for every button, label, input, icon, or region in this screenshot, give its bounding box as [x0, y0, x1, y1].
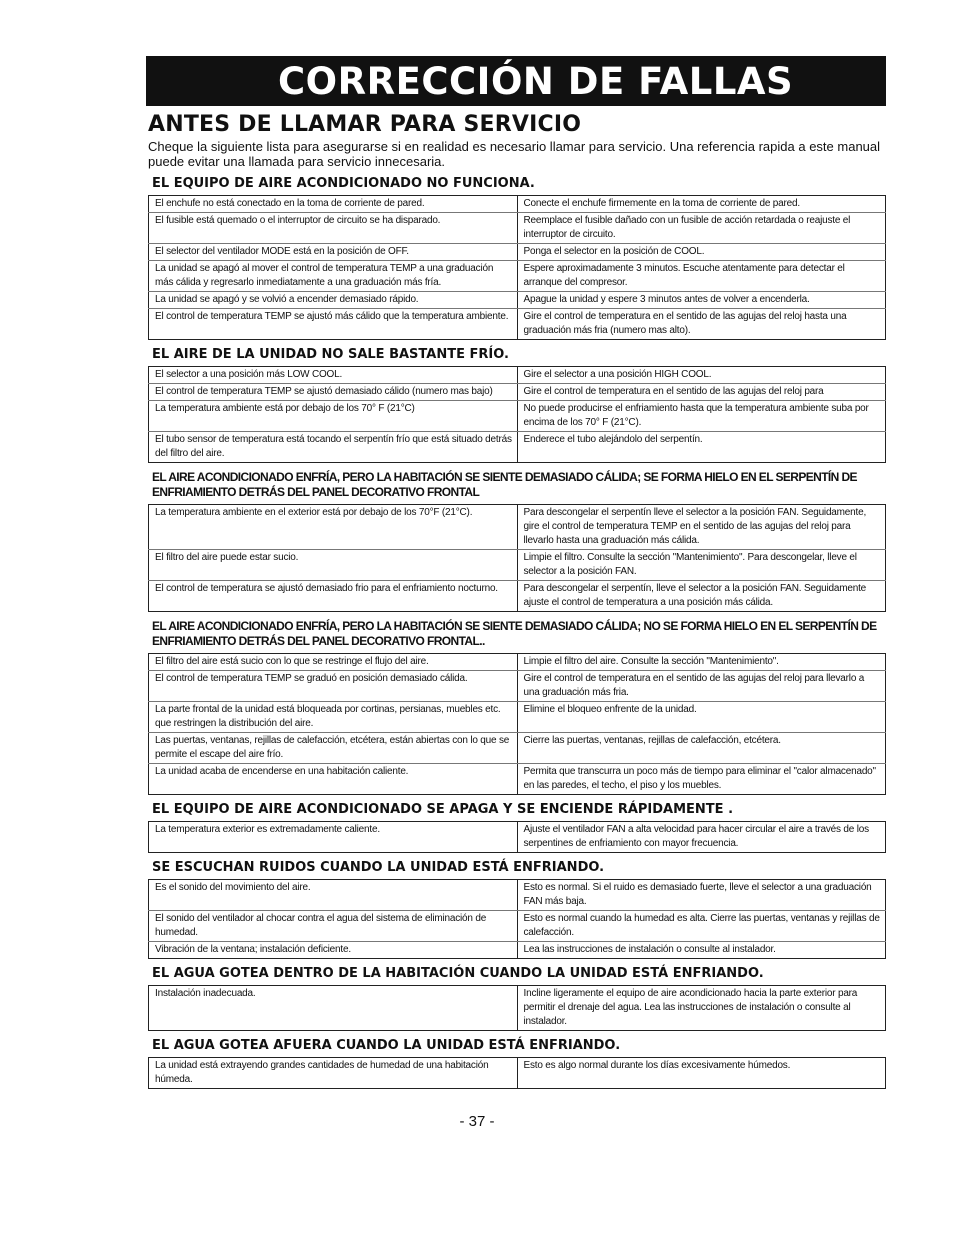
solution-cell: Apague la unidad y espere 3 minutos antes de volver a encenderla. — [517, 292, 886, 309]
solution-cell: Para descongelar el serpentín, lleve el selector a la posición FAN. Seguidamente ajuste el control de temperatura a una posición más cálida. — [523, 583, 867, 608]
table-row — [149, 880, 886, 911]
table-row — [149, 367, 886, 384]
cause-cell: La unidad se apagó y se volvió a encender demasiado rápido. — [149, 292, 518, 309]
table-row — [149, 822, 886, 853]
cause-cell: El selector del ventilador MODE está en la posición de OFF. — [149, 244, 518, 261]
solution-cell: Gire el control de temperatura en el sentido de las agujas del reloj hasta una graduación más fria (numero mas alto). — [523, 311, 847, 336]
solution-cell: Enderece el tubo alejándolo del serpentín. — [523, 434, 703, 445]
table-row — [149, 581, 886, 612]
troubleshooting-table — [148, 1057, 886, 1089]
table-row — [149, 432, 886, 463]
cause-cell: El filtro del aire puede estar sucio. — [149, 550, 518, 581]
cause-cell: El tubo sensor de temperatura está tocando el serpentín frío que está situado detrás del filtro del aire. — [149, 432, 518, 463]
table-row — [149, 244, 886, 261]
table-row — [149, 764, 886, 795]
section-title: EL EQUIPO DE AIRE ACONDICIONADO SE APAGA Y SE ENCIENDE RÁPIDAMENTE . — [152, 802, 734, 817]
solution-cell: Esto es algo normal durante los días excesivamente húmedos. — [523, 1060, 791, 1071]
section — [146, 619, 886, 795]
table-row — [149, 733, 886, 764]
table-row — [149, 1058, 886, 1089]
section-title: EL AIRE ACONDICIONADO ENFRÍA, PERO LA HABITACIÓN SE SIENTE DEMASIADO CÁLIDA; SE FORMA HIELO EN EL SERPENTÍN DE ENFRIAMIENTO DETRÁS DEL PANEL DECORATIVO FRONTAL — [152, 470, 857, 499]
section-title: EL AGUA GOTEA AFUERA CUANDO LA UNIDAD ESTÁ ENFRIANDO. — [152, 1038, 621, 1053]
section-title: EL EQUIPO DE AIRE ACONDICIONADO NO FUNCIONA. — [152, 176, 535, 191]
cause-cell: Instalación inadecuada. — [149, 986, 518, 1031]
table-row — [149, 654, 886, 671]
solution-cell: Cierre las puertas, ventanas, rejillas de calefacción, etcétera. — [517, 733, 886, 764]
cause-cell: El control de temperatura TEMP se ajustó más cálido que la temperatura ambiente. — [149, 309, 518, 340]
solution-cell: Gire el control de temperatura en el sentido de las agujas del reloj para llevarlo a una graduación más fria. — [517, 671, 886, 702]
cause-cell: Vibración de la ventana; instalación deficiente. — [149, 942, 518, 959]
section — [146, 1038, 886, 1089]
cause-cell: Es el sonido del movimiento del aire. — [149, 880, 518, 911]
cause-cell: El control de temperatura se ajustó demasiado frio para el enfriamiento nocturno. — [149, 581, 518, 612]
cause-cell: La temperatura ambiente en el exterior está por debajo de los 70°F (21°C). — [149, 505, 518, 550]
table-row — [149, 213, 886, 244]
table-row — [149, 911, 886, 942]
cause-cell: El fusible está quemado o el interruptor de circuito se ha disparado. — [149, 213, 518, 244]
page-content — [146, 56, 886, 1089]
cause-cell: La temperatura exterior es extremadamente caliente. — [149, 822, 518, 853]
troubleshooting-table — [148, 195, 886, 340]
section — [146, 470, 886, 612]
cause-cell: El control de temperatura TEMP se ajustó demasiado cálido (numero mas bajo) — [149, 384, 518, 401]
table-row — [149, 942, 886, 959]
solution-cell: Limpie el filtro. Consulte la sección "Mantenimiento". Para descongelar, lleve el selector a la posición FAN. — [517, 550, 886, 581]
table-row — [149, 550, 886, 581]
troubleshooting-table — [148, 653, 886, 795]
page-banner-title: CORRECCIÓN DE FALLAS — [146, 56, 886, 106]
solution-cell: Lea las instrucciones de instalación o consulte al instalador. — [523, 944, 776, 955]
cause-cell: La parte frontal de la unidad está bloqueada por cortinas, persianas, muebles etc. que restringen la distribución del aire. — [149, 702, 518, 733]
table-row — [149, 384, 886, 401]
section — [146, 966, 886, 1031]
solution-cell: Elimine el bloqueo enfrente de la unidad. — [517, 702, 886, 733]
troubleshooting-sections — [146, 176, 886, 1089]
table-row — [149, 261, 886, 292]
cause-cell: El sonido del ventilador al chocar contra el agua del sistema de eliminación de humedad. — [149, 911, 518, 942]
table-row — [149, 986, 886, 1031]
section-title: EL AIRE DE LA UNIDAD NO SALE BASTANTE FRÍO. — [152, 347, 509, 362]
troubleshooting-table — [148, 366, 886, 463]
solution-cell: Conecte el enchufe firmemente en la toma de corriente de pared. — [517, 196, 886, 213]
cause-cell: El filtro del aire está sucio con lo que se restringe el flujo del aire. — [149, 654, 518, 671]
section — [146, 347, 886, 463]
solution-cell: Esto es normal. Si el ruido es demasiado fuerte, lleve el selector a una graduación FAN más baja. — [517, 880, 886, 911]
solution-cell: Reemplace el fusible dañado con un fusible de acción retardada o reajuste el interruptor de circuito. — [517, 213, 886, 244]
solution-cell: Ponga el selector en la posición de COOL. — [517, 244, 886, 261]
solution-cell: Gire el control de temperatura en el sentido de las agujas del reloj para — [517, 384, 886, 401]
cause-cell: La unidad está extrayendo grandes cantidades de humedad de una habitación húmeda. — [149, 1058, 518, 1089]
intro-text: Cheque la siguiente lista para asegurarse si en realidad es necesario llamar para servicio. Una referencia rapida a este manual puede evitar una llamada para servicio innecesaria. — [148, 139, 881, 169]
section-title: EL AIRE ACONDICIONADO ENFRÍA, PERO LA HABITACIÓN SE SIENTE DEMASIADO CÁLIDA; NO SE FORMA HIELO EN EL SERPENTÍN DE ENFRIAMIENTO DETRÁS DEL PANEL DECORATIVO FRONTAL.. — [152, 619, 877, 648]
table-row — [149, 702, 886, 733]
cause-cell: La temperatura ambiente está por debajo de los 70° F (21°C) — [149, 401, 518, 432]
solution-cell: Limpie el filtro del aire. Consulte la sección "Mantenimiento". — [517, 654, 886, 671]
solution-cell: Gire el selector a una posición HIGH COOL. — [517, 367, 886, 384]
section — [146, 860, 886, 959]
troubleshooting-table — [148, 504, 886, 612]
cause-cell: La unidad acaba de encenderse en una habitación caliente. — [149, 764, 518, 795]
troubleshooting-table — [148, 879, 886, 959]
section-title: SE ESCUCHAN RUIDOS CUANDO LA UNIDAD ESTÁ ENFRIANDO. — [152, 860, 605, 875]
troubleshooting-table — [148, 821, 886, 853]
section — [146, 802, 886, 853]
solution-cell: Ajuste el ventilador FAN a alta velocidad para hacer circular el aire a través de los serpentines de enfriamiento con mayor frecuencia. — [523, 824, 869, 849]
cause-cell: Las puertas, ventanas, rejillas de calefacción, etcétera, están abiertas con lo que se permite el escape del aire frío. — [149, 733, 518, 764]
table-row — [149, 196, 886, 213]
table-row — [149, 401, 886, 432]
solution-cell: Espere aproximadamente 3 minutos. Escuche atentamente para detectar el arranque del compresor. — [517, 261, 886, 292]
cause-cell: El enchufe no está conectado en la toma de corriente de pared. — [149, 196, 518, 213]
page-heading: ANTES DE LLAMAR PARA SERVICIO — [148, 112, 582, 137]
cause-cell: El selector a una posición más LOW COOL. — [149, 367, 518, 384]
table-row — [149, 505, 886, 550]
solution-cell: No puede producirse el enfriamiento hasta que la temperatura ambiente suba por encima de los 70° F (21°C). — [517, 401, 886, 432]
solution-cell: Para descongelar el serpentín lleve el selector a la posición FAN. Seguidamente, gire el control de temperatura TEMP en el sentido de las agujas del reloj para llevarlo hasta una graduación más cálida. — [517, 505, 886, 550]
page-number: - 37 - — [459, 1113, 495, 1130]
solution-cell: Incline ligeramente el equipo de aire acondicionado hacia la parte exterior para permitir el drenaje del agua. Lea las instrucciones de instalación o consulte al instalador. — [523, 988, 858, 1027]
cause-cell: La unidad se apagó al mover el control de temperatura TEMP a una graduación más cálida y regresarlo inmediatamente a una graduación más fría. — [149, 261, 518, 292]
solution-cell: Esto es normal cuando la humedad es alta. Cierre las puertas, ventanas y rejillas de calefacción. — [517, 911, 886, 942]
table-row — [149, 292, 886, 309]
cause-cell: El control de temperatura TEMP se graduó en posición demasiado cálida. — [149, 671, 518, 702]
troubleshooting-table — [148, 985, 886, 1031]
table-row — [149, 309, 886, 340]
section — [146, 176, 886, 340]
solution-cell: Permita que transcurra un poco más de tiempo para eliminar el "calor almacenado" en las paredes, el techo, el piso y los muebles. — [523, 766, 876, 791]
section-title: EL AGUA GOTEA DENTRO DE LA HABITACIÓN CUANDO LA UNIDAD ESTÁ ENFRIANDO. — [152, 966, 764, 981]
table-row — [149, 671, 886, 702]
